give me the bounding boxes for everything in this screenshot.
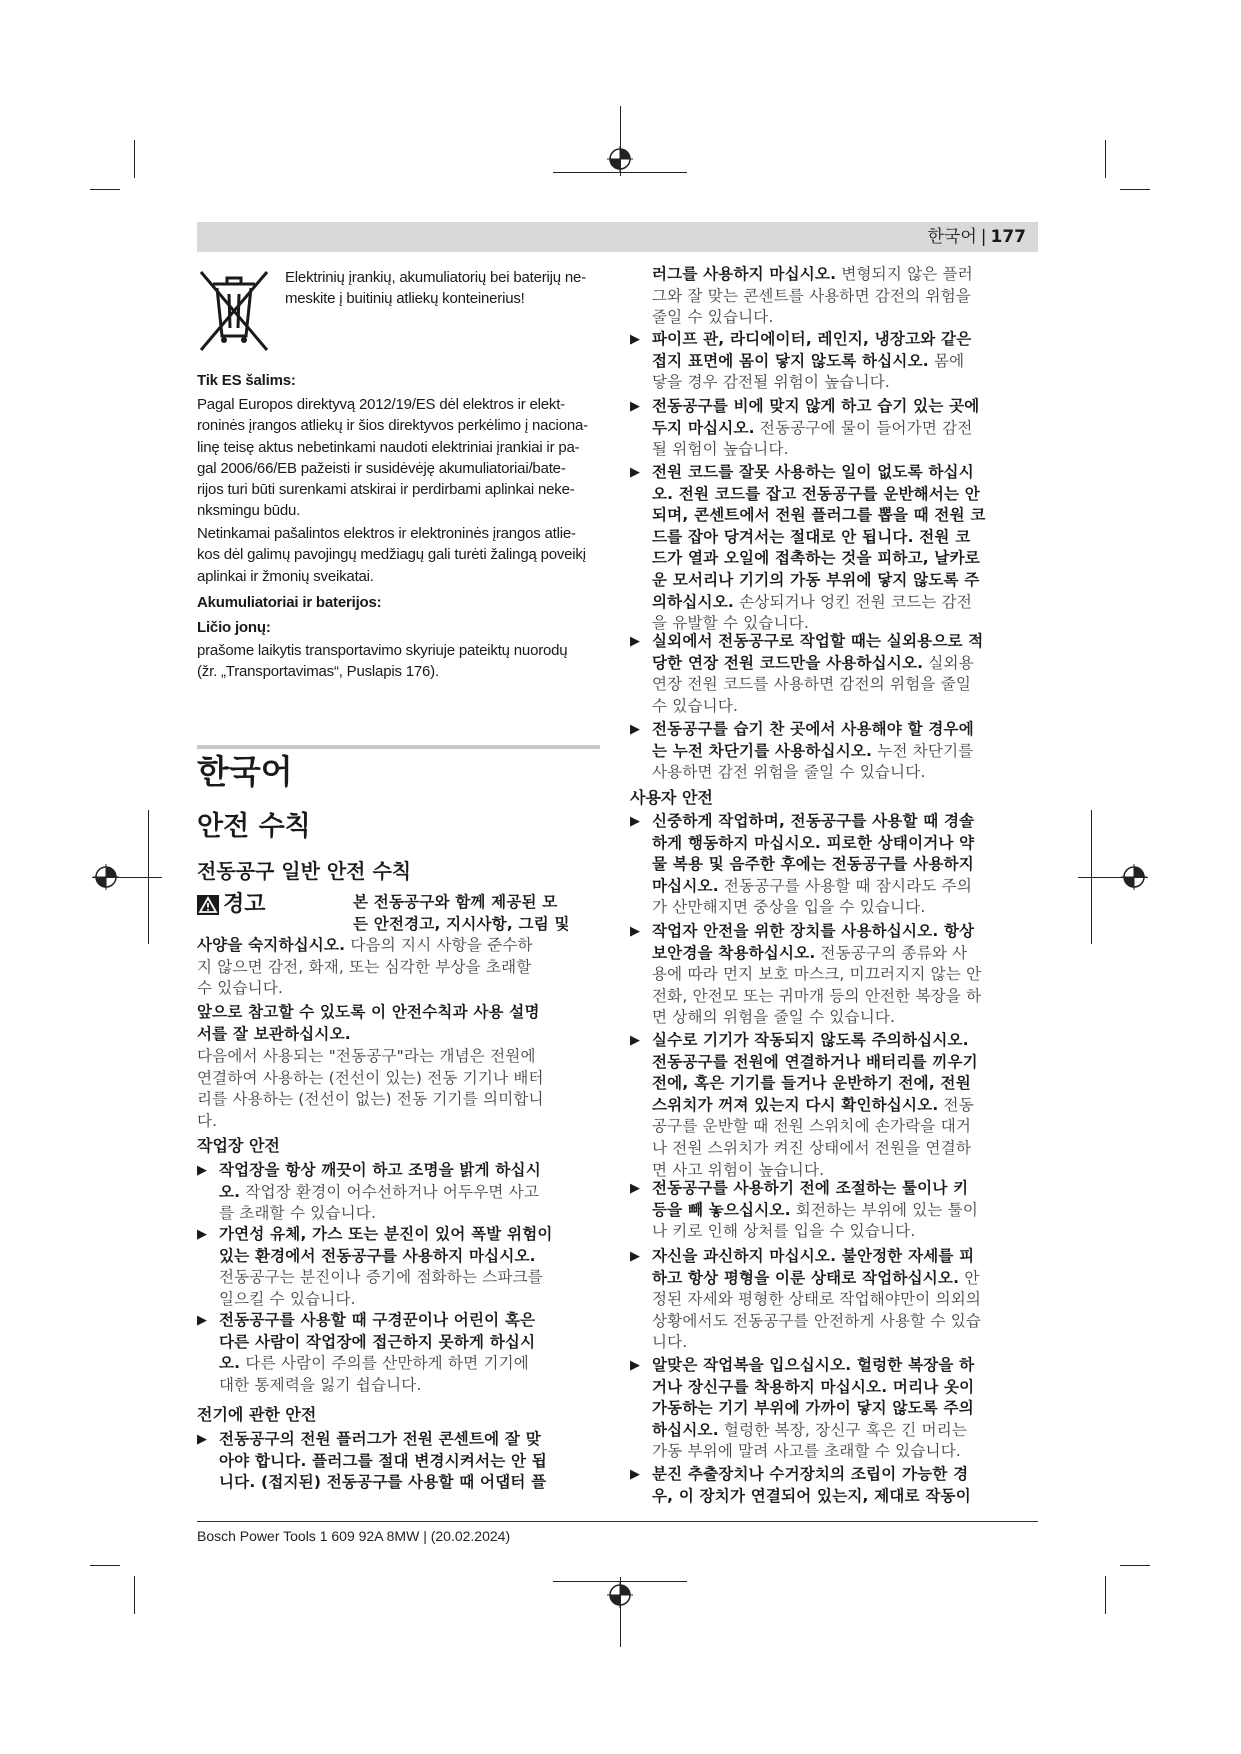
crop-mark [1105,1576,1106,1614]
crop-mark [134,1576,135,1614]
registration-mark-icon [607,1582,633,1608]
work-area-heading: 작업장 안전 [197,1136,280,1155]
bullet-icon: ▶ [630,814,640,829]
safety-title: 안전 수칙 [197,811,311,842]
bullet-icon: ▶ [197,1432,207,1447]
footer-rule [197,1521,1038,1522]
bullet-icon: ▶ [197,1163,207,1178]
crop-mark [90,1565,120,1566]
crop-mark [1120,189,1150,190]
list-item: 전동공구를 비에 맞지 않게 하고 습기 있는 곳에 두지 마십시오. 전동공구에 물이 들어가면 감전 될 위험이 높습니다. [652,397,980,459]
list-item: 전동공구의 전원 플러그가 전원 콘센트에 잘 맞 아야 합니다. 플러그를 절대 변경시켜서는 안 됩 니다. (접지된) 전동공구를 사용할 때 어댑터 플 [219,1430,547,1492]
bullet-icon: ▶ [630,1033,640,1048]
user-safety-heading: 사용자 안전 [630,788,713,807]
list-item: 자신을 과신하지 마십시오. 불안정한 자세를 피 하고 항상 평형을 이룬 상태로 작업하십시오. 안 정된 자세와 평형한 상태로 작업해야만이 의외의 상황에서도 전동공구를 안전하게 사용할 수 있습 니다. [652,1247,982,1352]
warning-text: 사양을 숙지하십시오. 다음의 지시 사항을 준수하 지 않으면 감전, 화재, 또는 심각한 부상을 초래할 수 있습니다. [197,936,533,998]
language-title: 한국어 [197,752,293,791]
header-language: 한국어 [927,227,977,247]
eu-paragraph-2: Netinkamai pašalintos elektros ir elektroninės įrangos atlie- kos dėl galimų pavojingų medžiagų gali turėti žalingą poveikį aplinkai ir žmonių sveikatai. [197,525,586,585]
list-item: 신중하게 작업하며, 전동공구를 사용할 때 경솔 하게 행동하지 마십시오. 피로한 상태이거나 약 물 복용 및 음주한 후에는 전동공구를 사용하지 마십시오. 전동공구를 사용할 때 잠시라도 주의 가 산만해지면 중상을 입을 수 있습니다. [652,812,975,917]
bullet-icon: ▶ [630,399,640,414]
list-item: 전동공구를 습기 찬 곳에서 사용해야 할 경우에 는 누전 차단기를 사용하십시오. 누전 차단기를 사용하면 감전 위험을 줄일 수 있습니다. [652,720,974,782]
crop-mark [553,172,687,173]
keep-instructions: 앞으로 참고할 수 있도록 이 안전수칙과 사용 설명 서를 잘 보관하십시오. [197,1003,540,1043]
footer-text: Bosch Power Tools 1 609 92A 8MW | (20.02.2024) [197,1528,511,1544]
battery-heading: Akumuliatoriai ir baterijos: [197,594,382,611]
crop-mark [90,189,120,190]
crossed-bin-icon [197,266,271,354]
crop-mark [1120,1565,1150,1566]
page-header [197,222,1038,252]
registration-mark-icon [1121,864,1147,890]
bullet-icon: ▶ [630,465,640,480]
electrical-heading: 전기에 관한 안전 [197,1405,317,1424]
section-rule [197,745,600,749]
bullet-icon: ▶ [197,1313,207,1328]
power-tool-definition: 다음에서 사용되는 "전동공구"라는 개념은 전원에 연결하여 사용하는 (전선이 있는) 전동 기기나 배터 리를 사용하는 (전선이 없는) 전동 기기를 의미합니 다. [197,1047,544,1130]
crop-mark [134,140,135,178]
registration-mark-icon [93,864,119,890]
list-item: 작업자 안전을 위한 장치를 사용하십시오. 항상 보안경을 착용하십시오. 전동공구의 종류와 사 용에 따라 먼지 보호 마스크, 미끄러지지 않는 안 전화, 안전모 또는 귀마개 등의 안전한 복장을 하 면 상해의 위험을 줄일 수 있습니다. [652,922,982,1027]
warning-triangle-icon [197,895,219,915]
crop-mark [1105,140,1106,178]
bullet-icon: ▶ [630,924,640,939]
list-item: 가연성 유체, 가스 또는 분진이 있어 폭발 위험이 있는 환경에서 전동공구를 사용하지 마십시오. 전동공구는 분진이나 증기에 점화하는 스파크를 일으킬 수 있습니다. [219,1225,553,1308]
list-item: 전원 코드를 잘못 사용하는 일이 없도록 하십시 오. 전원 코드를 잡고 전동공구를 운반해서는 안 되며, 콘센트에서 전원 플러그를 뽑을 때 전원 코 드를 잡아 당겨서는 절대로 안 됩니다. 전원 코 드가 열과 오일에 접촉하는 것을 피하고, 날카로 운 모서리나 기기의 가동 부위에 닿지 않도록 주 의하십시오. 손상되거나 엉킨 전원 코드는 감전 을 유발할 수 있습니다. [652,463,986,633]
list-item: 알맞은 작업복을 입으십시오. 헐렁한 복장을 하 거나 장신구를 착용하지 마십시오. 머리나 옷이 가동하는 기기 부위에 가까이 닿지 않도록 주의 하십시오. 헐렁한 복장, 장신구 혹은 긴 머리는 가동 부위에 말려 사고를 초래할 수 있습니다. [652,1356,975,1461]
list-item: 전동공구를 사용할 때 구경꾼이나 어린이 혹은 다른 사람이 작업장에 접근하지 못하게 하십시 오. 다른 사람이 주의를 산만하게 하면 기기에 대한 통제력을 잃기 쉽습니다. [219,1311,536,1394]
bullet-icon: ▶ [197,1227,207,1242]
continued-item: 러그를 사용하지 마십시오. 변형되지 않은 플러 그와 잘 맞는 콘센트를 사용하면 감전의 위험을 줄일 수 있습니다. [652,265,973,327]
list-item: 실수로 기기가 작동되지 않도록 주의하십시오. 전동공구를 전원에 연결하거나 배터리를 끼우기 전에, 혹은 기기를 들거나 운반하기 전에, 전원 스위치가 꺼져 있는지 다시 확인하십시오. 전동 공구를 운반할 때 전원 스위치에 손가락을 대거 나 전원 스위치가 켜진 상태에서 전원을 연결하 면 사고 위험이 높습니다. [652,1031,978,1179]
weee-notice: Elektrinių įrankių, akumuliatorių bei baterijų ne- meskite į buitinių atliekų konteinerius! [285,269,586,308]
page-number: 177 [990,227,1026,247]
header-label: 한국어 | 177 [927,227,1026,247]
list-item: 실외에서 전동공구로 작업할 때는 실외용으로 적 당한 연장 전원 코드만을 사용하십시오. 실외용 연장 전원 코드를 사용하면 감전의 위험을 줄일 수 있습니다. [652,632,984,715]
eu-heading: Tik ES šalims: [197,372,296,389]
general-safety-title: 전동공구 일반 안전 수칙 [197,859,412,883]
list-item: 전동공구를 사용하기 전에 조절하는 툴이나 키 등을 빼 놓으십시오. 회전하는 부위에 있는 툴이 나 키로 인해 상처를 입을 수 있습니다. [652,1179,979,1241]
crop-mark [148,810,149,944]
list-item: 파이프 관, 라디에이터, 레인지, 냉장고와 같은 접지 표면에 몸이 닿지 않도록 하십시오. 몸에 닿을 경우 감전될 위험이 높습니다. [652,330,972,392]
bullet-icon: ▶ [630,722,640,737]
registration-mark-icon [607,146,633,172]
bullet-icon: ▶ [630,332,640,347]
lithium-text: prašome laikytis transportavimo skyriuje pateiktų nuorodų (žr. „Transportavimas“, Puslapis 176). [197,642,568,681]
bullet-icon: ▶ [630,1249,640,1264]
bullet-icon: ▶ [630,1181,640,1196]
bullet-icon: ▶ [630,1358,640,1373]
warning-intro: 본 전동공구와 함께 제공된 모 든 안전경고, 지시사항, 그림 및 [353,893,570,933]
list-item: 분진 추출장치나 수거장치의 조립이 가능한 경 우, 이 장치가 연결되어 있는지, 제대로 작동이 [652,1465,971,1505]
warning-label: 경고 [223,892,266,917]
eu-paragraph-1: Pagal Europos direktyvą 2012/19/ES dėl elektros ir elekt- roninės įrangos atliekų ir šios direktyvos perkėlimo į naciona- linę teisę aktus nebetinkami naudoti elektriniai įrankiai ir pa- gal 2006/66/EB pažeisti ir susidėvėję akumuliatoriai/bate- rijos turi būti surenkami atskirai ir perdirbami aplinkai neke- nksmingu būdu. [197,396,588,520]
lithium-heading: Ličio jonų: [197,619,271,636]
crop-mark [1091,810,1092,944]
list-item: 작업장을 항상 깨끗이 하고 조명을 밝게 하십시 오. 작업장 환경이 어수선하거나 어두우면 사고 를 초래할 수 있습니다. [219,1161,541,1223]
bullet-icon: ▶ [630,634,640,649]
bullet-icon: ▶ [630,1467,640,1482]
